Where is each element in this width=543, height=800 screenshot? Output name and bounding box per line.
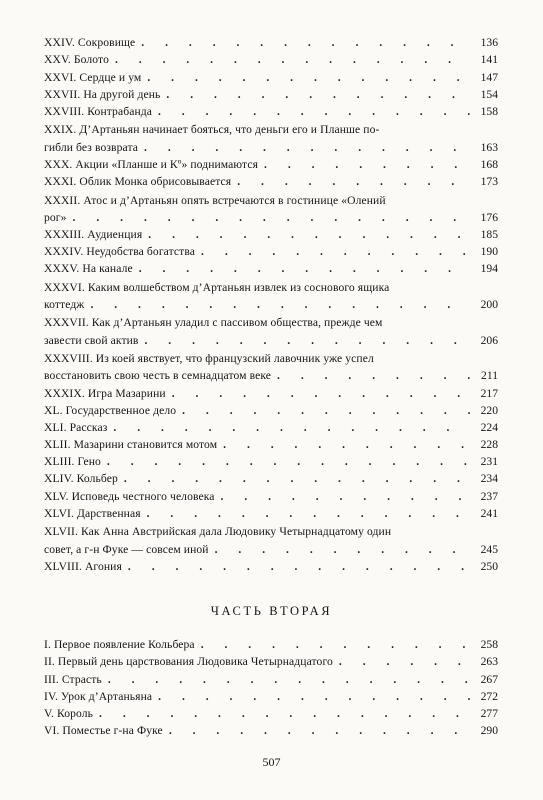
- toc-entry-line: [44, 277, 498, 296]
- toc-page-number: 190: [480, 245, 498, 259]
- toc-entry-line: [44, 190, 498, 209]
- toc-page-number: 200: [480, 297, 498, 311]
- toc-part-one: [44, 34, 498, 575]
- toc-page-number: 185: [480, 227, 498, 241]
- toc-entry-line: [44, 68, 498, 85]
- dot-leader: [128, 558, 470, 575]
- toc-entry-line: [44, 436, 498, 453]
- toc-entry: [44, 313, 498, 349]
- toc-entry-title: XXXIV. Неудобства богатства: [44, 245, 196, 259]
- toc-entry: [44, 670, 498, 687]
- toc-entry-line: [44, 402, 498, 419]
- dot-leader: [124, 470, 470, 487]
- toc-entry-title: XXVI. Сердце и ум: [44, 70, 142, 84]
- toc-page-number: 211: [481, 369, 498, 383]
- page-number: 507: [262, 755, 281, 769]
- toc-entry: [44, 68, 498, 85]
- toc-entry: [44, 402, 498, 419]
- toc-page-number: 147: [480, 70, 498, 84]
- toc-page-number: 250: [480, 559, 498, 573]
- toc-entry-title: XLVIII. Агония: [44, 559, 122, 573]
- toc-entry: [44, 636, 498, 653]
- toc-page-number: 245: [480, 542, 498, 556]
- toc-entry-title: XXXV. На канале: [44, 262, 133, 276]
- toc-entry: [44, 705, 498, 722]
- toc-entry-line: [44, 331, 498, 348]
- dot-leader: [108, 671, 470, 688]
- toc-entry: [44, 120, 498, 156]
- dot-leader: [141, 34, 470, 51]
- toc-entry-title: XLVII. Как Анна Австрийская дала Людовику Четырнадцатому один: [44, 525, 392, 539]
- toc-entry: [44, 226, 498, 243]
- toc-page-number: 277: [480, 706, 498, 720]
- toc-entry-line: [44, 419, 498, 436]
- toc-entry-line: [44, 120, 498, 139]
- toc-entry: [44, 156, 498, 173]
- toc-entry-line: [44, 173, 498, 190]
- toc-entry: [44, 51, 498, 68]
- toc-entry-line: [44, 156, 498, 173]
- dot-leader: [221, 488, 470, 505]
- toc-page-number: 234: [480, 472, 498, 486]
- dot-leader: [113, 419, 470, 436]
- toc-entry-title: XLIII. Гено: [44, 455, 101, 469]
- toc-entry-title: XXXI. Облик Монка обрисовывается: [44, 175, 232, 188]
- toc-entry-line: [44, 86, 498, 103]
- toc-entry-line: [44, 103, 498, 120]
- toc-page-number: 176: [480, 210, 498, 224]
- toc-page-number: 228: [480, 438, 498, 452]
- toc-entry-line: [44, 367, 498, 384]
- toc-entry-title: XL. Государственное дело: [44, 403, 177, 417]
- dot-leader: [172, 385, 470, 402]
- toc-page-number: 168: [480, 157, 498, 171]
- toc-entry-line: [44, 453, 498, 470]
- toc-entry-title: XXV. Болото: [44, 53, 109, 67]
- dot-leader: [115, 51, 470, 68]
- toc-entry-line: [44, 522, 498, 541]
- toc-page-number: 237: [480, 489, 498, 503]
- toc-entry: [44, 436, 498, 453]
- toc-entry-title: XXXII. Атос и д’Артаньян опять встречаются в гостинице «Олений: [44, 193, 386, 207]
- toc-entry-line: [44, 349, 498, 368]
- dot-leader: [339, 653, 470, 670]
- dot-leader: [182, 402, 470, 419]
- toc-entry: [44, 558, 498, 575]
- toc-page-number: 220: [480, 403, 498, 417]
- toc-entry: [44, 487, 498, 504]
- dot-leader: [148, 226, 470, 243]
- dot-leader: [223, 436, 470, 453]
- toc-entry: [44, 86, 498, 103]
- toc-entry-title: XXXIII. Аудиенция: [44, 227, 143, 241]
- toc-entry-line: [44, 636, 498, 653]
- toc-page-number: 141: [480, 53, 498, 67]
- toc-entry-title: V. Король: [44, 706, 94, 720]
- toc-entry: [44, 653, 498, 670]
- toc-entry: [44, 243, 498, 260]
- dot-leader: [107, 453, 470, 470]
- toc-entry-line: [44, 505, 498, 522]
- dot-leader: [201, 636, 470, 653]
- toc-entry-line: [44, 243, 498, 260]
- toc-entry-title: IV. Урок д’Артаньяна: [44, 689, 153, 703]
- dot-leader: [169, 722, 470, 739]
- toc-entry-line: [44, 296, 498, 313]
- toc-entry: [44, 34, 498, 51]
- toc-page-number: 158: [480, 104, 498, 118]
- toc-entry-title: XXXIX. Игра Мазарини: [44, 386, 166, 400]
- dot-leader: [166, 86, 470, 103]
- dot-leader: [147, 505, 470, 522]
- toc-entry: [44, 277, 498, 313]
- toc-entry: [44, 173, 498, 190]
- toc-entry-line: [44, 260, 498, 277]
- toc-entry-title: гибли без возврата: [44, 140, 139, 154]
- toc-entry: [44, 103, 498, 120]
- toc-entry: [44, 453, 498, 470]
- toc-page-number: 258: [480, 638, 498, 652]
- toc-entry: [44, 260, 498, 277]
- toc-entry: [44, 688, 498, 705]
- toc-entry: [44, 190, 498, 226]
- toc-entry-line: [44, 722, 498, 739]
- toc-entry-title: XLV. Исповедь честного человека: [44, 489, 215, 503]
- toc-entry-title: XXXVI. Каким волшебством д’Артаньян извлек из соснового ящика: [44, 280, 390, 294]
- toc-entry: [44, 419, 498, 436]
- toc-entry-title: VI. Поместье г-на Фуке: [44, 724, 163, 738]
- toc-entry-line: [44, 670, 498, 687]
- toc-page-number: 217: [480, 386, 498, 400]
- dot-leader: [277, 367, 470, 384]
- dot-leader: [264, 156, 470, 173]
- toc-entry-line: [44, 558, 498, 575]
- toc-entry: [44, 349, 498, 385]
- dot-leader: [139, 260, 470, 277]
- toc-entry-title: XXXVIII. Из коей явствует, что французский лавочник уже успел: [44, 352, 374, 366]
- section-title-part-two: ЧАСТЬ ВТОРАЯ: [210, 604, 333, 618]
- toc-entry-title: XLVI. Дарственная: [44, 506, 141, 520]
- toc-page-number: 290: [480, 724, 498, 738]
- toc-entry-title: XXIV. Сокровище: [44, 36, 136, 50]
- toc-entry-line: [44, 653, 498, 670]
- toc-entry: [44, 384, 498, 401]
- toc-entry: [44, 470, 498, 487]
- toc-entry-title: XXVII. На другой день: [44, 87, 161, 101]
- toc-entry-line: [44, 51, 498, 68]
- dot-leader: [158, 688, 470, 705]
- toc-entry-title: рог»: [44, 210, 67, 224]
- toc-entry-line: [44, 226, 498, 243]
- dot-leader: [158, 103, 470, 120]
- toc-page-number: 206: [480, 333, 498, 347]
- toc-entry-line: [44, 470, 498, 487]
- toc-page-number: 136: [480, 36, 498, 50]
- toc-page-number: 263: [480, 655, 498, 669]
- dot-leader: [73, 209, 470, 226]
- toc-entry-title: XLIV. Кольбер: [44, 472, 118, 486]
- toc-entry-title: XXVIII. Контрабанда: [44, 104, 152, 118]
- toc-entry: [44, 722, 498, 739]
- toc-entry-title: XXXVII. Как д’Артаньян уладил с пассивом общества, прежде чем: [44, 316, 383, 330]
- toc-page-number: 231: [480, 455, 498, 469]
- dot-leader: [90, 296, 470, 313]
- toc-entry: [44, 505, 498, 522]
- toc-entry-line: [44, 34, 498, 51]
- toc-part-two: [44, 636, 498, 739]
- toc-page-number: 194: [480, 262, 498, 276]
- toc-entry-line: [44, 209, 498, 226]
- toc-entry-line: [44, 138, 498, 155]
- toc-entry-title: совет, а г-н Фуке — совсем иной: [44, 542, 209, 556]
- dot-leader: [145, 332, 471, 349]
- toc-entry-line: [44, 384, 498, 401]
- toc-page-number: 267: [480, 672, 498, 686]
- toc-page-number: 224: [480, 420, 498, 434]
- dot-leader: [147, 69, 470, 86]
- toc-entry: [44, 522, 498, 558]
- toc-page-number: 272: [480, 689, 498, 703]
- toc-entry-title: XXIX. Д’Артаньян начинает бояться, что деньги его и Планше по-: [44, 123, 380, 137]
- dot-leader: [99, 705, 470, 722]
- toc-entry-line: [44, 688, 498, 705]
- toc-entry-line: [44, 487, 498, 504]
- toc-entry-title: I. Первое появление Кольбера: [44, 638, 195, 652]
- dot-leader: [215, 541, 470, 558]
- toc-page-number: 154: [480, 87, 498, 101]
- toc-entry-title: XLI. Рассказ: [44, 420, 108, 434]
- toc-entry-title: II. Первый день царствования Людовика Четырнадцатого: [44, 655, 333, 669]
- toc-page-number: 173: [480, 175, 498, 188]
- dot-leader: [144, 139, 470, 156]
- toc-page-number: 241: [480, 506, 498, 520]
- toc-entry-title: XXX. Акции «Планше и Кº» поднимаются: [44, 157, 259, 171]
- dot-leader: [237, 173, 470, 190]
- toc-entry-title: восстановить свою честь в семнадцатом веке: [44, 369, 272, 383]
- toc-entry-title: III. Страсть: [44, 672, 102, 686]
- toc-page-number: 163: [480, 140, 498, 154]
- dot-leader: [201, 243, 470, 260]
- toc-entry-title: завести свой актив: [44, 333, 139, 347]
- toc-entry-title: коттедж: [44, 297, 85, 311]
- toc-entry-line: [44, 705, 498, 722]
- toc-entry-line: [44, 313, 498, 332]
- toc-entry-title: XLII. Мазарини становится мотом: [44, 438, 218, 452]
- toc-entry-line: [44, 540, 498, 557]
